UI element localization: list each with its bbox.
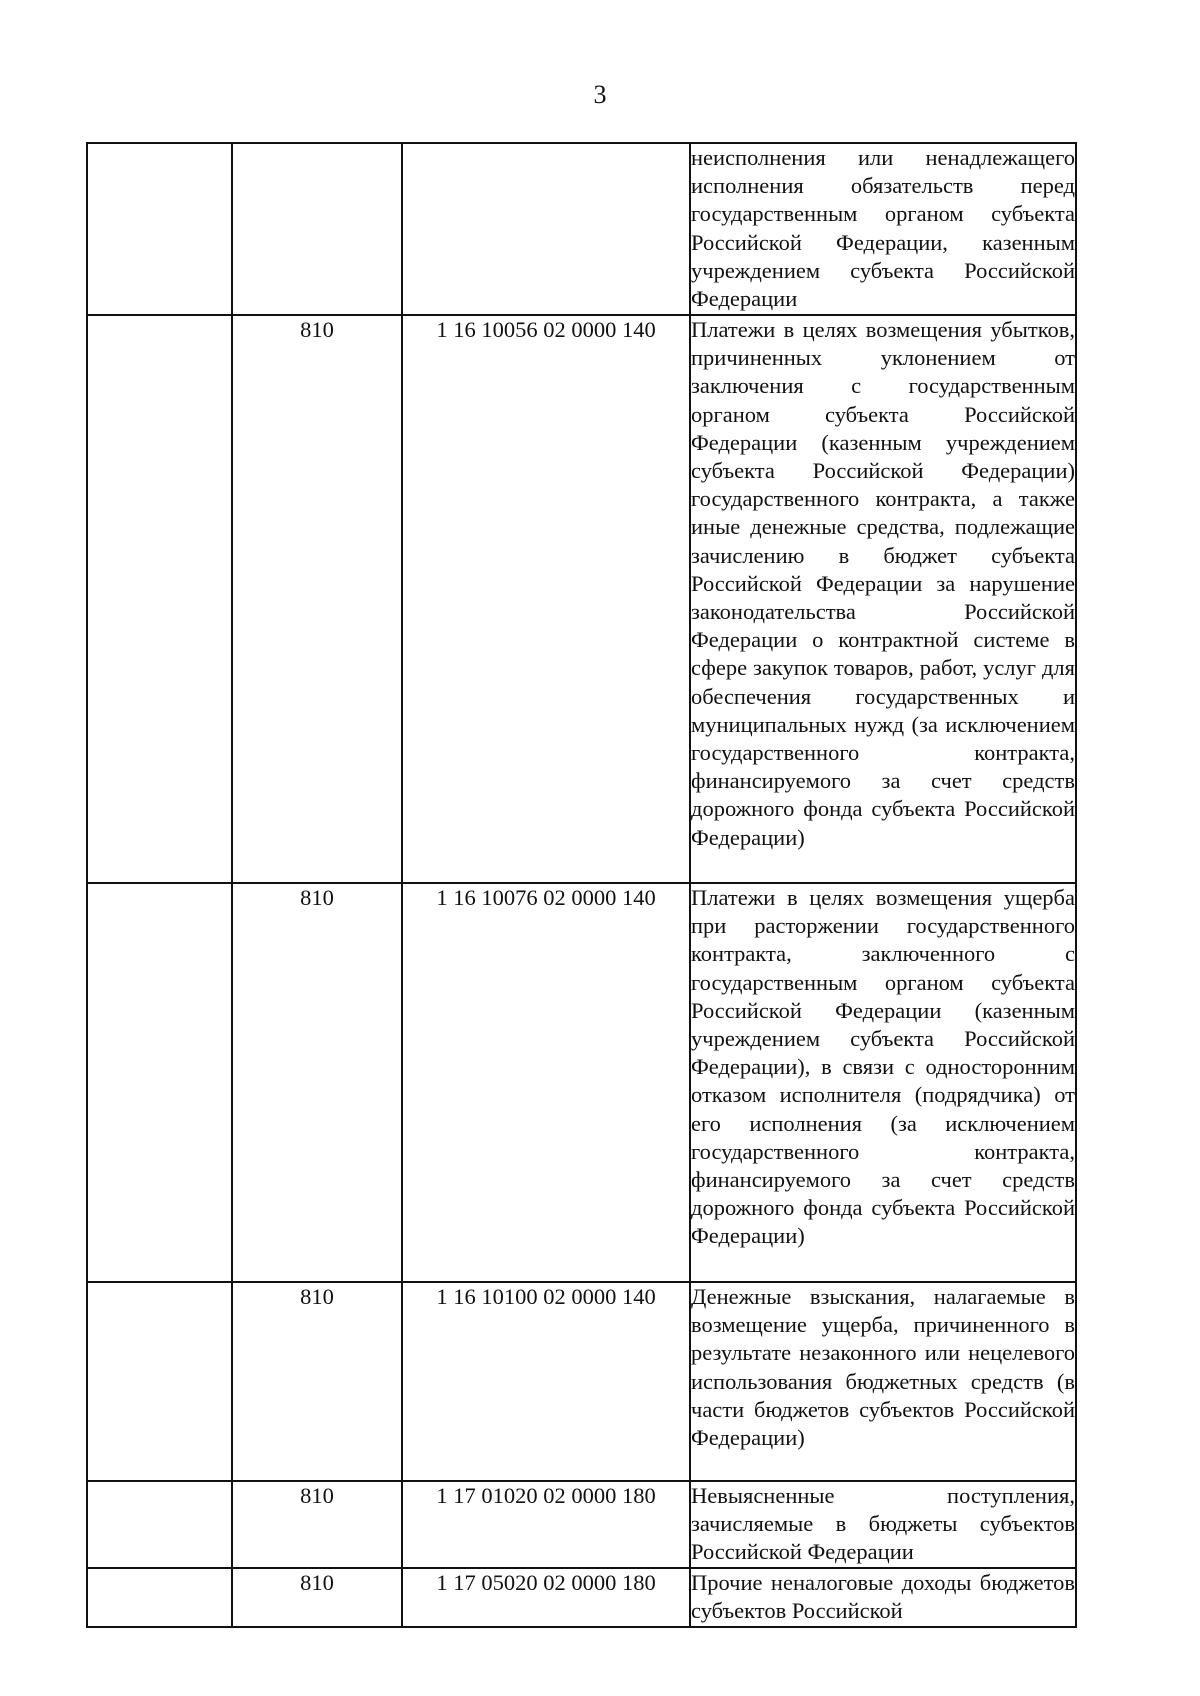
revenue-description-cell: Денежные взыскания, налагаемые в возмещение ущерба, причиненного в результате незаконного или нецелевого использования бюджетных средств (в части бюджетов субъектов Российской Федерации) bbox=[690, 1282, 1076, 1481]
empty-cell bbox=[87, 1568, 232, 1627]
revenue-description-cell: неисполнения или ненадлежащего исполнения обязательств перед государственным органом субъекта Российской Федерации, казенным учреждением субъекта Российской Федерации bbox=[690, 143, 1076, 315]
budget-classification-code-cell: 1 16 10076 02 0000 140 bbox=[402, 883, 690, 1282]
empty-cell bbox=[87, 315, 232, 883]
admin-code-cell: 810 bbox=[232, 315, 402, 883]
budget-classification-code-cell: 1 17 05020 02 0000 180 bbox=[402, 1568, 690, 1627]
admin-code-cell: 810 bbox=[232, 1568, 402, 1627]
table-row bbox=[87, 1568, 1076, 1627]
admin-code-cell: 810 bbox=[232, 1282, 402, 1481]
admin-code-cell: 810 bbox=[232, 1481, 402, 1568]
admin-code-cell bbox=[232, 143, 402, 315]
revenue-description-cell: Платежи в целях возмещения ущерба при расторжении государственного контракта, заключенного с государственным органом субъекта Российской Федерации (казенным учреждением субъекта Российской Федерации), в связи с односторонним отказом исполнителя (подрядчика) от его исполнения (за исключением государственного контракта, финансируемого за счет средств дорожного фонда субъекта Российской Федерации) bbox=[690, 883, 1076, 1282]
table-row bbox=[87, 883, 1076, 1282]
table-row bbox=[87, 1481, 1076, 1568]
budget-classification-code-cell bbox=[402, 143, 690, 315]
revenue-description-cell: Невыясненные поступления, зачисляемые в бюджеты субъектов Российской Федерации bbox=[690, 1481, 1076, 1568]
budget-classification-code-cell: 1 16 10056 02 0000 140 bbox=[402, 315, 690, 883]
table-row bbox=[87, 1282, 1076, 1481]
budget-classification-code-cell: 1 16 10100 02 0000 140 bbox=[402, 1282, 690, 1481]
admin-code-cell: 810 bbox=[232, 883, 402, 1282]
empty-cell bbox=[87, 883, 232, 1282]
empty-cell bbox=[87, 143, 232, 315]
table-row bbox=[87, 143, 1076, 315]
empty-cell bbox=[87, 1481, 232, 1568]
table-row bbox=[87, 315, 1076, 883]
revenue-codes-table bbox=[86, 142, 1077, 1628]
page-number: 3 bbox=[593, 80, 607, 109]
revenue-description-cell: Прочие неналоговые доходы бюджетов субъектов Российской bbox=[690, 1568, 1076, 1627]
revenue-description-cell: Платежи в целях возмещения убытков, причиненных уклонением от заключения с государственным органом субъекта Российской Федерации (казенным учреждением субъекта Российской Федерации) государственного контракта, а также иные денежные средства, подлежащие зачислению в бюджет субъекта Российской Федерации за нарушение законодательства Российской Федерации о контрактной системе в сфере закупок товаров, работ, услуг для обеспечения государственных и муниципальных нужд (за исключением государственного контракта, финансируемого за счет средств дорожного фонда субъекта Российской Федерации) bbox=[690, 315, 1076, 883]
empty-cell bbox=[87, 1282, 232, 1481]
budget-classification-code-cell: 1 17 01020 02 0000 180 bbox=[402, 1481, 690, 1568]
